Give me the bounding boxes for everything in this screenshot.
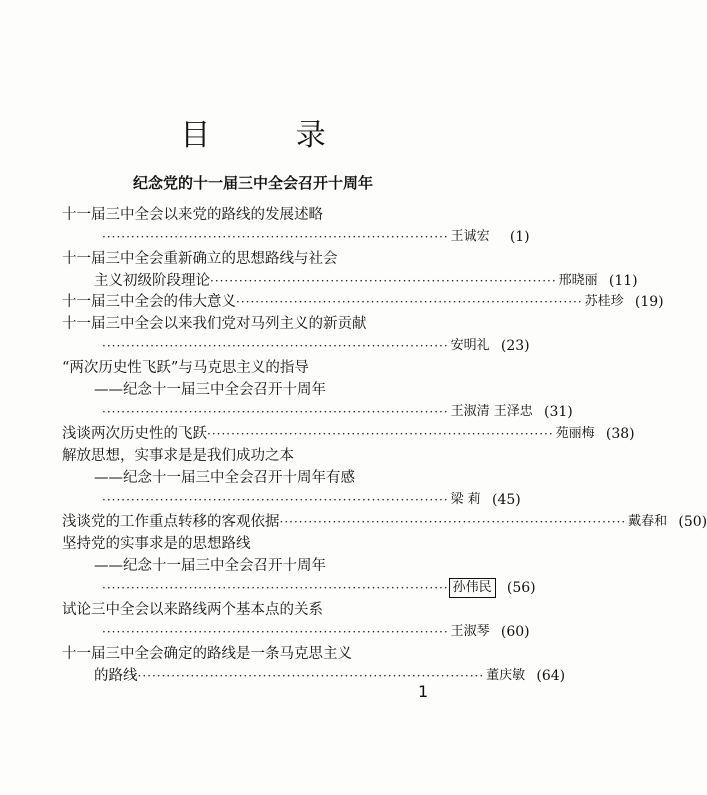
entry-author: 梁 莉: [450, 492, 481, 507]
leader-dots: ········································································: [236, 295, 583, 309]
leader-dots: ········································································: [102, 339, 449, 353]
entry-page: (1): [509, 229, 530, 245]
entry-author: 安明礼: [450, 338, 490, 353]
section-heading: 纪念党的十一届三中全会召开十周年: [132, 174, 373, 192]
entry-author: 邢晓丽: [558, 273, 598, 288]
entry-leader-row: [62, 423, 635, 445]
leader-dots: ········································································: [207, 427, 554, 441]
entry-title: 浅谈党的工作重点转移的客观依据: [62, 514, 280, 530]
entry-title: 十一届三中全会以来党的路线的发展述略: [62, 207, 323, 223]
entry-title: “两次历史性飞跃”与马克思主义的指导: [62, 360, 309, 376]
entry-leader-row: [102, 226, 530, 248]
entry-page: (11): [608, 273, 638, 289]
leader-dots: ········································································: [102, 581, 449, 595]
entry-title: 十一届三中全会的伟大意义: [62, 294, 236, 310]
entry-page: (23): [500, 338, 530, 354]
entry-leader-row: [94, 270, 638, 292]
page-number: 1: [418, 682, 429, 701]
entry-leader-row: [62, 511, 707, 533]
entry-page: (64): [536, 668, 566, 684]
entry-title: 试论三中全会以来路线两个基本点的关系: [62, 602, 323, 618]
entry-title: 解放思想，实事求是是我们成功之本: [62, 448, 294, 464]
entry-title-cont: 的路线: [94, 668, 138, 684]
leader-dots: ········································································: [102, 625, 449, 639]
entry-author-boxed: 孙伟民: [449, 578, 496, 598]
entry-title: 浅谈两次历史性的飞跃: [62, 426, 207, 442]
entry-leader-row: [102, 401, 573, 423]
entry-author: 董庆敏: [486, 668, 526, 683]
entry-leader-row: [102, 577, 536, 599]
entry-title-cont: 主义初级阶段理论: [94, 273, 210, 289]
entry-leader-row: [102, 489, 521, 511]
leader-dots: ········································································: [102, 493, 449, 507]
entry-page: (50): [678, 514, 707, 530]
entry-page: (56): [506, 580, 536, 596]
leader-dots: ········································································: [102, 405, 449, 419]
entry-page: (45): [492, 492, 521, 508]
page-title: 目 录: [180, 118, 364, 153]
entry-author: 苑丽梅: [555, 426, 595, 441]
entry-author: 戴春和: [628, 514, 668, 529]
entry-title: 坚持党的实事求是的思想路线: [62, 536, 251, 552]
entry-page: (31): [544, 404, 573, 420]
entry-title: 十一届三中全会确定的路线是一条马克思主义: [62, 646, 352, 662]
entry-leader-row: [62, 291, 664, 313]
entry-subtitle: ——纪念十一届三中全会召开十周年有感: [94, 470, 355, 486]
leader-dots: ········································································: [137, 669, 485, 683]
entry-author: 王诚宏: [450, 229, 490, 244]
entry-title: 十一届三中全会以来我们党对马列主义的新贡献: [62, 316, 367, 332]
leader-dots: ········································································: [102, 230, 449, 244]
entry-leader-row: [94, 665, 566, 687]
entry-author: 王淑清 王泽忠: [450, 404, 533, 419]
entry-subtitle: ——纪念十一届三中全会召开十周年: [94, 558, 326, 574]
entry-leader-row: [102, 621, 530, 643]
entry-page: (60): [500, 624, 530, 640]
leader-dots: ········································································: [279, 515, 627, 529]
entry-title: 十一届三中全会重新确立的思想路线与社会: [62, 251, 338, 267]
entry-subtitle: ——纪念十一届三中全会召开十周年: [94, 382, 326, 398]
entry-leader-row: [102, 335, 530, 357]
entry-page: (38): [605, 426, 635, 442]
leader-dots: ········································································: [210, 274, 557, 288]
entry-author: 苏桂珍: [584, 294, 624, 309]
entry-page: (19): [634, 294, 664, 310]
entry-author: 王淑琴: [450, 624, 490, 639]
